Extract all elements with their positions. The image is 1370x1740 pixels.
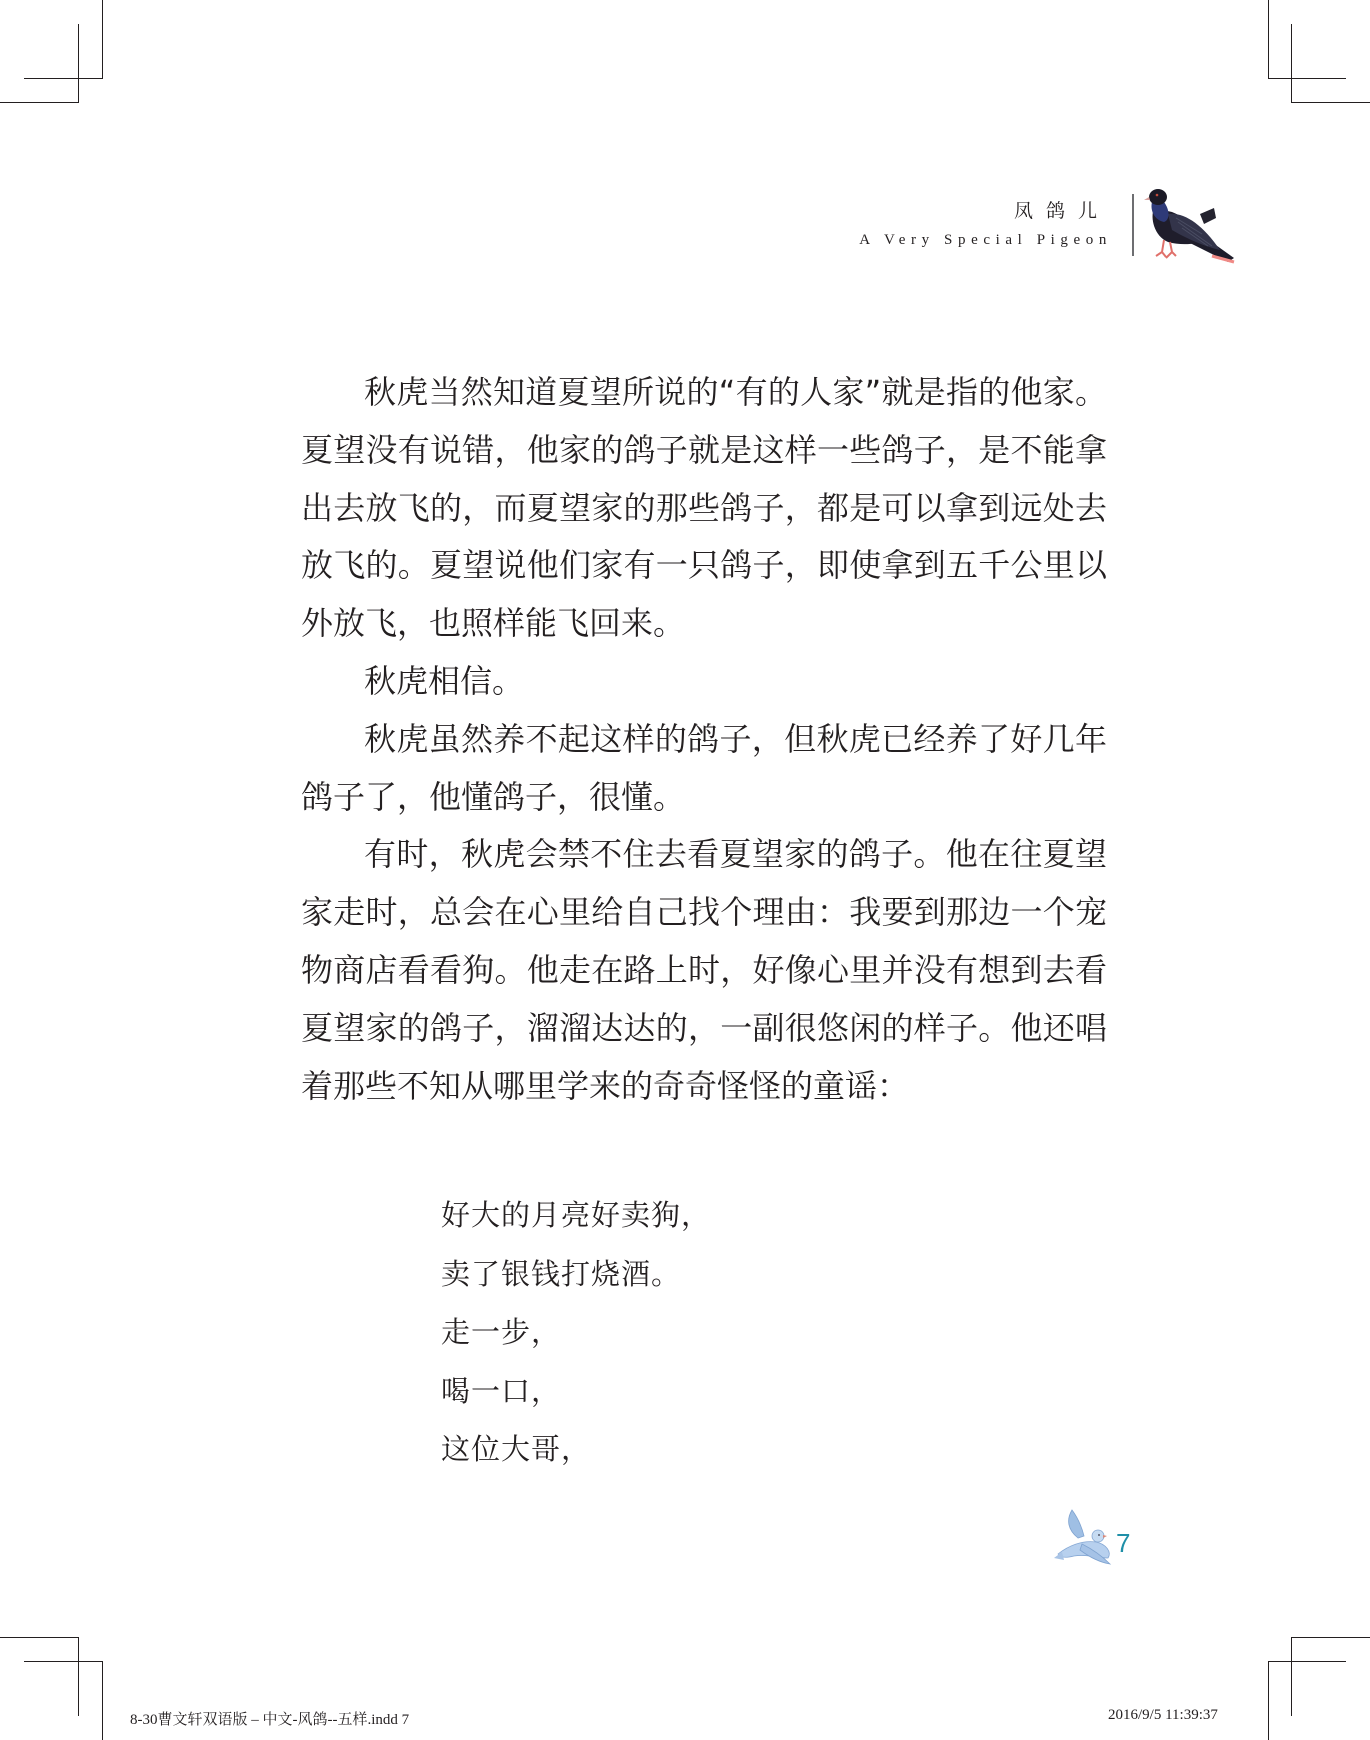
crop-mark xyxy=(1268,1661,1269,1740)
running-header-title-cn: 凤鸽儿 xyxy=(1013,200,1110,222)
poem-line: 走一步， xyxy=(441,1315,562,1349)
crop-mark xyxy=(1268,1661,1346,1662)
crop-mark xyxy=(0,1637,79,1638)
paragraph-line: 出去放飞的，而夏望家的那些鸽子，都是可以拿到远处去 xyxy=(301,488,1107,527)
pigeon-icon xyxy=(1142,184,1238,266)
paragraph-line: 有时，秋虎会禁不住去看夏望家的鸽子。他在往夏望 xyxy=(364,835,1107,874)
crop-mark xyxy=(0,102,79,103)
page-number: 7 xyxy=(1116,1528,1131,1558)
crop-mark xyxy=(102,1661,103,1740)
crop-mark xyxy=(1291,102,1370,103)
crop-mark xyxy=(78,24,79,102)
slug-filename: 8-30曹文轩双语版 – 中文-风鸽--五样.indd 7 xyxy=(130,1712,410,1728)
paragraph-line: 放飞的。夏望说他们家有一只鸽子，即使拿到五千公里以 xyxy=(301,546,1107,585)
paragraph-line: 秋虎虽然养不起这样的鸽子，但秋虎已经养了好几年 xyxy=(364,719,1107,758)
poem-line: 卖了银钱打烧酒。 xyxy=(441,1256,682,1291)
poem-line: 喝一口， xyxy=(441,1373,562,1408)
flying-bird-icon xyxy=(1052,1508,1114,1566)
crop-mark xyxy=(1268,0,1269,78)
body-text xyxy=(301,364,1107,1115)
paragraph-line: 物商店看看狗。他走在路上时，好像心里并没有想到去看 xyxy=(301,950,1107,989)
crop-mark xyxy=(1291,24,1292,102)
paragraph-line: 秋虎当然知道夏望所说的“有的人家”就是指的他家。 xyxy=(364,373,1107,411)
nursery-rhyme xyxy=(441,1186,711,1479)
crop-mark xyxy=(78,1637,79,1716)
paragraph-line: 外放飞，也照样能飞回来。 xyxy=(301,604,686,643)
running-header-title-en: A Very Special Pigeon xyxy=(859,232,1112,248)
crop-mark xyxy=(1268,78,1346,79)
paragraph-line: 夏望家的鸽子，溜溜达达的，一副很悠闲的样子。他还唱 xyxy=(301,1008,1107,1047)
header-divider xyxy=(1132,194,1134,256)
poem-line: 这位大哥， xyxy=(441,1432,592,1466)
poem-line: 好大的月亮好卖狗， xyxy=(441,1198,712,1232)
slug-timestamp: 2016/9/5 11:39:37 xyxy=(1108,1707,1218,1723)
crop-mark xyxy=(24,1661,103,1662)
crop-mark xyxy=(1291,1637,1292,1716)
paragraph-line: 鸽子了，他懂鸽子，很懂。 xyxy=(301,777,686,816)
paragraph-line: 家走时，总会在心里给自己找个理由：我要到那边一个宠 xyxy=(301,893,1107,932)
crop-mark xyxy=(102,0,103,78)
paragraph-line: 着那些不知从哪里学来的奇奇怪怪的童谣： xyxy=(301,1066,910,1105)
crop-mark xyxy=(1291,1637,1370,1638)
paragraph-line: 秋虎相信。 xyxy=(364,661,525,700)
crop-mark xyxy=(24,78,103,79)
paragraph-line: 夏望没有说错，他家的鸽子就是这样一些鸽子，是不能拿 xyxy=(301,430,1107,469)
